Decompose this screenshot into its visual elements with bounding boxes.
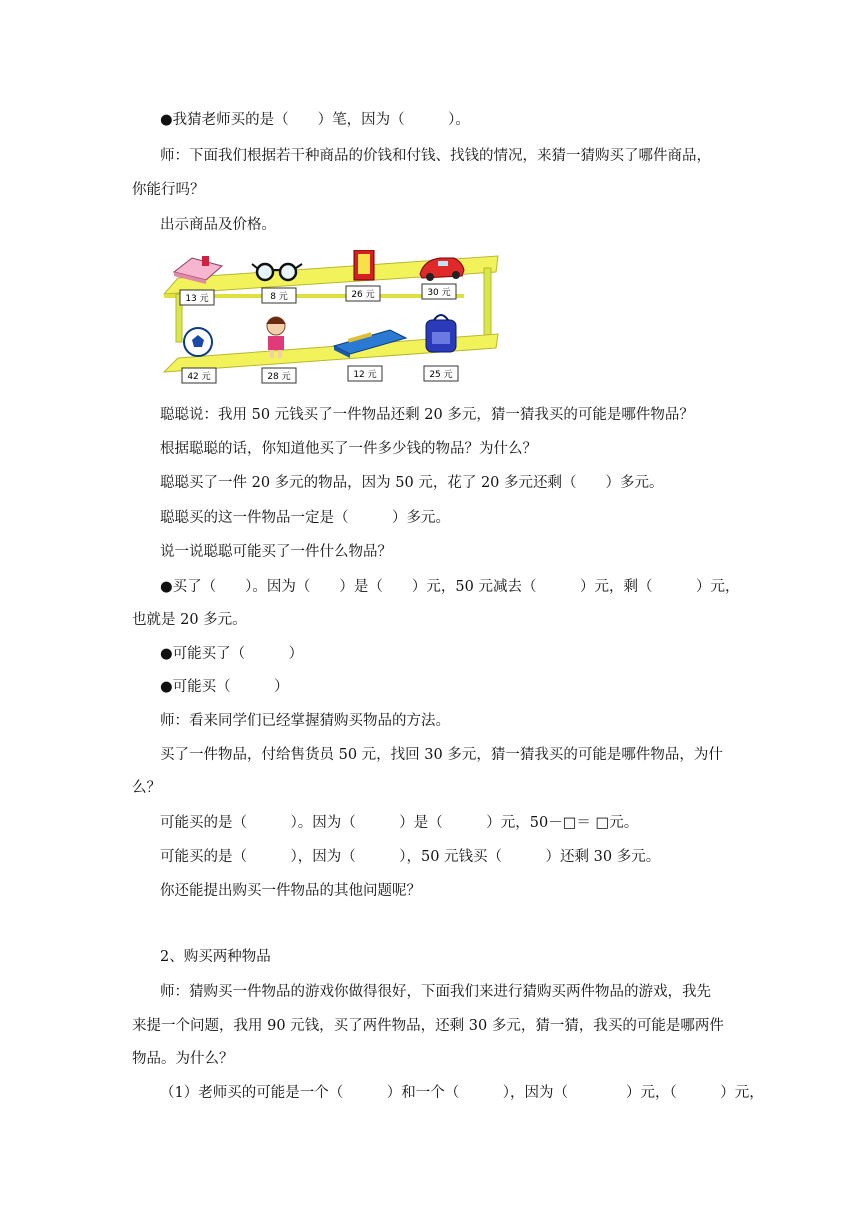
text-line-4: 出示商品及价格。: [160, 217, 276, 233]
text-line-16: 么？: [132, 780, 161, 796]
price-tag-12: [348, 366, 382, 381]
text-line-15: 买了一件物品，付给售货员 50 元，找回 30 多元，猜一猜我买的可能是哪件物品，为什: [160, 747, 723, 763]
price-tag-label: 12 元: [353, 370, 377, 380]
text-line-18: 可能买的是（ ），因为（ ），50 元钱买（ ）还剩 30 多元。: [160, 849, 661, 865]
price-tag-label: 8 元: [270, 292, 288, 302]
text-line-2: 师：下面我们根据若干种商品的价钱和付钱、找钱的情况，来猜一猜购买了哪件商品，: [160, 148, 711, 164]
price-tag-26: [346, 286, 380, 301]
text-line-9: 说一说聪聪可能买了一件什么物品？: [160, 544, 392, 560]
price-tag-8: [262, 288, 296, 303]
price-tag-label: 28 元: [267, 372, 291, 382]
product-shelf-image: [158, 250, 500, 386]
text-line-6: 根据聪聪的话，你知道他买了一件多少钱的物品？为什么？: [160, 441, 537, 457]
price-tag-25: [424, 366, 458, 381]
text-line-17: 可能买的是（ ）。因为（ ）是（ ）元，50－□＝ □元。: [160, 815, 639, 831]
text-line-21: 师：猜购买一件物品的游戏你做得很好，下面我们来进行猜购买两件物品的游戏，我先: [160, 984, 711, 1000]
price-tag-30: [422, 284, 456, 299]
text-line-10: ●买了（ ）。因为（ ）是（ ）元，50 元减去（ ）元，剩（ ）元，: [160, 579, 740, 595]
text-line-8: 聪聪买的这一件物品一定是（ ）多元。: [160, 510, 450, 526]
price-tag-label: 13 元: [185, 294, 209, 304]
text-line-24: （1）老师买的可能是一个（ ）和一个（ ），因为（ ）元，（ ）元，: [160, 1085, 764, 1101]
text-line-13: ●可能买（ ）: [160, 679, 289, 695]
text-line-11: 也就是 20 多元。: [132, 612, 247, 628]
section-heading: 2、购买两种物品: [160, 949, 271, 965]
text-line-12: ●可能买了（ ）: [160, 646, 304, 662]
text-line-3: 你能行吗？: [132, 182, 205, 198]
price-tag-label: 30 元: [427, 288, 451, 298]
price-tag-label: 25 元: [429, 370, 453, 380]
text-line-19: 你还能提出购买一件物品的其他问题呢？: [160, 883, 421, 899]
text-line-22: 来提一个问题，我用 90 元钱，买了两件物品，还剩 30 多元，猜一猜，我买的可能是哪两件: [132, 1018, 724, 1034]
price-tag-28: [262, 368, 296, 383]
text-line-23: 物品。为什么？: [132, 1051, 234, 1067]
shelf-illustration: [158, 250, 500, 386]
right-leg: [484, 268, 491, 338]
text-line-14: 师：看来同学们已经掌握猜购买物品的方法。: [160, 713, 450, 729]
text-line-5: 聪聪说：我用 50 元钱买了一件物品还剩 20 多元，猜一猜我买的可能是哪件物品？: [160, 407, 694, 423]
price-tag-13: [180, 290, 214, 305]
text-line-7: 聪聪买了一件 20 多元的物品，因为 50 元，花了 20 多元还剩（ ）多元。: [160, 475, 664, 491]
price-tag-label: 26 元: [351, 290, 375, 300]
text-line-1: ●我猜老师买的是（ ）笔，因为（ ）。: [160, 112, 470, 128]
price-tag-label: 42 元: [187, 372, 211, 382]
price-tag-42: [182, 368, 216, 383]
storybook-icon: [354, 250, 374, 280]
soccer-ball-icon: [184, 328, 212, 356]
backpack-icon: [426, 315, 456, 352]
